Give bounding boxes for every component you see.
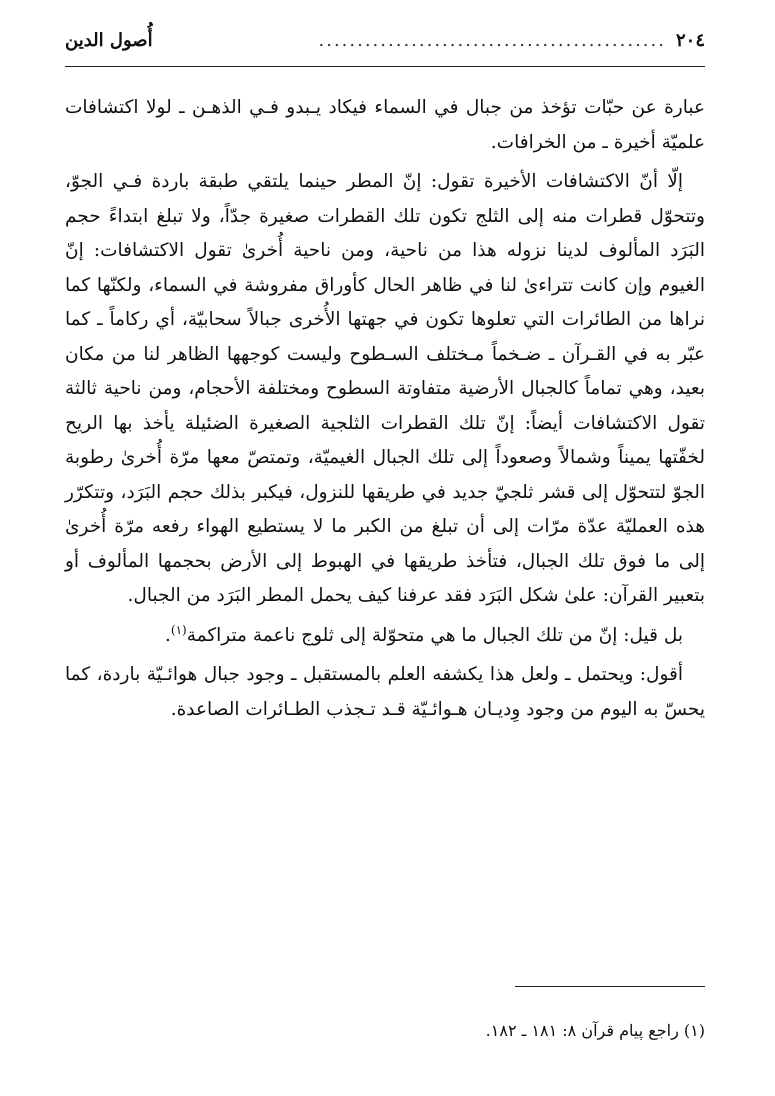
quote-paragraph	[65, 619, 705, 654]
header-leader-dots: .............................................	[318, 30, 666, 51]
footnote-divider	[515, 986, 705, 987]
main-text	[65, 91, 705, 727]
document-page	[65, 30, 705, 1040]
running-header	[65, 30, 705, 67]
footnote: (١) راجع پيام قرآن ٨: ١٨١ ـ ١٨٢.	[485, 1021, 705, 1040]
closing-paragraph: أقول: ويحتمل ـ ولعل هذا يكشفه العلم بالمستقبل ـ وجود جبال هوائـيّة باردة، كما يحسّ به اليوم من وجود وِديـان هـوائـيّة قـد تـجذب الطـائرات الصاعدة.	[65, 664, 705, 720]
header-title: أُصول الدين	[65, 30, 153, 51]
paragraph-1: عبارة عن حبّات تؤخذ من جبال في السماء فيكاد يـبدو فـي الذهـن ـ لولا اكتشافات علميّة أخيرة ـ من الخرافات.	[65, 97, 705, 153]
quote-end: .	[164, 624, 171, 646]
page-number: ٢٠٤	[675, 30, 705, 51]
footnote-reference[interactable]: (١)	[170, 622, 187, 637]
paragraph-2: إلّا أنّ الاكتشافات الأخيرة تقول: إنّ المطر حينما يلتقي طبقة باردة فـي الجوّ، وتتحوّل قطرات منه إلى الثلج تكون تلك القطرات صغيرة جدّاً، ولا تبلغ ابتداءً حجم البَرَد المألوف لدينا نزوله هذا من ناحية، ومن ناحية أُخرىٰ تقول الاكتشافات: إنّ الغيوم وإن كانت تتراءىٰ لنا في ظاهر الحال كأوراق مفروشة في السماء، ولكنّها كما نراها من الطائرات التي تعلوها تكون في جهتها الأُخرى جبالاً سحابيّة، أي ركاماً ـ كما عبّر به في القـرآن ـ ضـخماً مـختلف السـطوح وليست كوجهها الظاهر لنا من مكان بعيد، وهي تماماً كالجبال الأرضية متفاوتة السطوح ومختلفة الأحجام، ومن ناحية ثالثة تقول الاكتشافات أيضاً: إنّ تلك القطرات الثلجية الصغيرة الضئيلة يأخذ بها الريح لخفّتها يميناً وشمالاً وصعوداً إلى تلك الجبال الغيميّة، وتمتصّ معها مرّة أُخرىٰ رطوبة الجوّ لتتحوّل إلى قشر ثلجيّ جديد في طريقها للنزول، فيكبر بذلك حجم البَرَد، وتتكرّر هذه العمليّة عدّة مرّات إلى أن تبلغ من الكبر ما لا يستطيع الهواء رفعه مرّة أُخرىٰ إلى ما فوق تلك الجبال، فتأخذ طريقها في الهبوط إلى الأرض بحجمها المألوف أو بتعبير القرآن: علىٰ شكل البَرَد فقد عرفنا كيف يحمل المطر البَرَد من الجبال.	[65, 171, 705, 606]
quote-text: بل قيل: إنّ من تلك الجبال ما هي متحوّلة إلى ثلوج ناعمة متراكمة	[186, 624, 683, 646]
